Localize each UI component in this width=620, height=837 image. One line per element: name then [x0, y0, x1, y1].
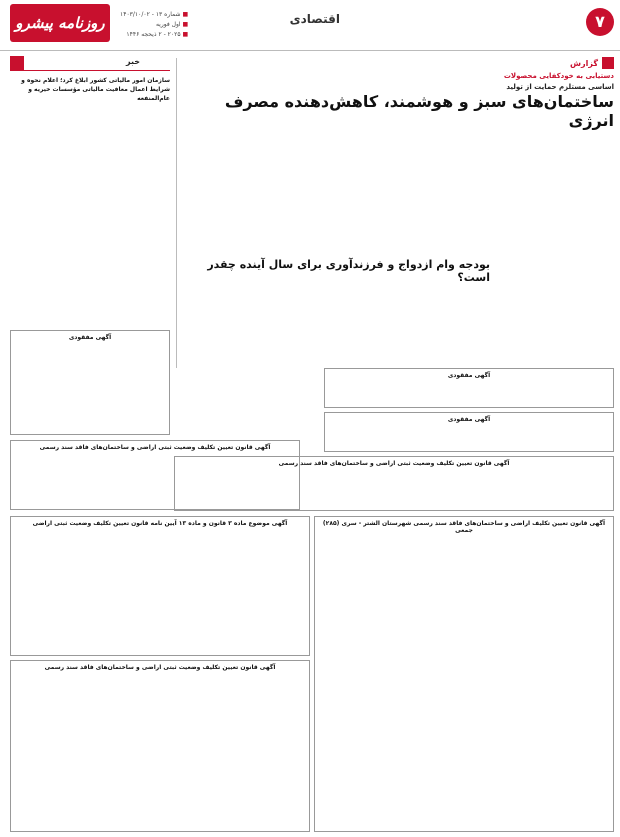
- issue-weekday: ■ اول فوریه: [120, 20, 188, 30]
- article-kicker: دستیابی به خودکفایی محصولات: [503, 72, 614, 80]
- ad-title: آگهی قانون تعیین تکلیف وضعیت ثبتی اراضی و ساختمان‌های فاقد سند رسمی: [278, 460, 510, 467]
- news-tag-label: خبر: [125, 57, 140, 66]
- news-tag-icon: [10, 56, 24, 70]
- ad-title: آگهی قانون تعیین تکلیف وضعیت ثبتی اراضی و ساختمان‌های فاقد سند رسمی: [39, 444, 271, 451]
- article-column-4: [174, 115, 260, 255]
- article-kicker-2: اساسی مستلزم حمایت از تولید: [506, 83, 614, 91]
- ad-title: آگهی مفقودی: [447, 372, 491, 379]
- article-column-1: [502, 115, 614, 255]
- side-article-title: سازمان امور مالیاتی کشور ابلاغ کرد؛ اعلام نحوه و شرایط اعمال معافیت مالیاتی مؤسسات خیریه و عام‌المنفعه: [21, 77, 170, 102]
- ad-title: آگهی موضوع ماده ۳ قانون و ماده ۱۳ آیین نامه قانون تعیین تکلیف وضعیت ثبتی اراضی: [32, 520, 288, 527]
- newspaper-logo: روزنامه پیشرو: [10, 4, 110, 42]
- issue-info: [120, 10, 188, 40]
- news-tag: [10, 56, 170, 71]
- ad-title: آگهی قانون تعیین تکلیف اراضی و ساختمان‌های فاقد سند رسمی شهرستان الشتر - سری (۲۸۵) جمعی: [322, 520, 606, 534]
- ad-box: [10, 330, 170, 435]
- ad-title: آگهی مفقودی: [68, 334, 112, 341]
- ad-box: [324, 368, 614, 408]
- article-column-8: [174, 275, 260, 365]
- ad-box: [10, 516, 310, 656]
- page-header: [0, 0, 620, 51]
- article-column-2: [384, 115, 496, 255]
- ad-box: [10, 440, 300, 510]
- article-column-3: [266, 115, 378, 255]
- article-column-5: [502, 275, 614, 365]
- side-article-body: [10, 108, 170, 248]
- article-column-6: [384, 275, 496, 365]
- ad-title: آگهی قانون تعیین تکلیف وضعیت ثبتی اراضی و ساختمان‌های فاقد سند رسمی: [44, 664, 276, 671]
- ad-box: [314, 516, 614, 832]
- page-number: ۷: [586, 8, 614, 36]
- ad-title: آگهی مفقودی: [447, 416, 491, 423]
- ad-box: [324, 412, 614, 452]
- section-title: اقتصادی: [289, 12, 340, 26]
- report-tag-label: گزارش: [569, 58, 598, 68]
- article-headline: ساختمان‌های سبز و هوشمند، کاهش‌دهنده مصرف انرژی: [224, 92, 614, 130]
- article-column-7: [266, 275, 378, 365]
- report-tag-icon: [602, 57, 614, 69]
- article-subheadline: بودجه وام ازدواج و فرزندآوری برای سال آینده چقدر است؟: [207, 258, 490, 284]
- issue-year: ■ ۲۰۲۵ - ۲ ذیحجه ۱۴۴۶: [120, 30, 188, 40]
- report-tag: [570, 56, 614, 70]
- column-divider: [176, 58, 177, 368]
- ad-box: [10, 660, 310, 832]
- issue-number: ■ شماره ۱۳ - ۱۴۰۳/۱۰/۰۲: [120, 10, 188, 20]
